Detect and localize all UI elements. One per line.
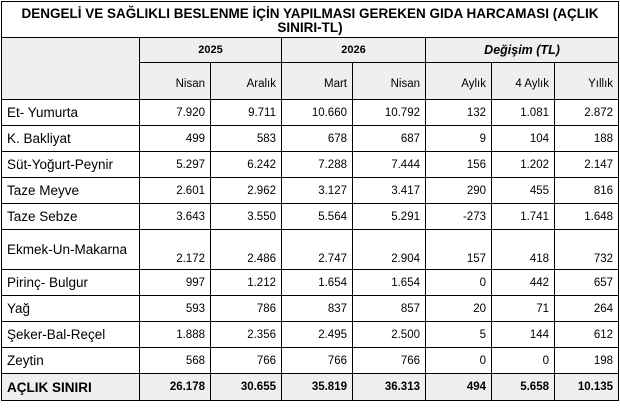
table-cell: 766 [353,348,426,374]
table-cell: 3.127 [282,178,353,204]
table-cell: 2.356 [211,322,282,348]
col-header-nisan-2025: Nisan [140,63,211,100]
row-label: Et- Yumurta [2,100,140,126]
table-cell: 2.601 [140,178,211,204]
row-label: Şeker-Bal-Reçel [2,322,140,348]
year-2026-header: 2026 [282,38,426,63]
table-cell: 3.550 [211,204,282,230]
table-cell: 156 [426,152,492,178]
food-expenditure-table [1,1,619,401]
table-cell: 264 [555,296,619,322]
table-cell: 132 [426,100,492,126]
row-label: Pirinç- Bulgur [2,270,140,296]
table-cell: 10.660 [282,100,353,126]
table-cell: 1.888 [140,322,211,348]
table-cell: 593 [140,296,211,322]
table-cell: 678 [282,126,353,152]
table-cell: 3.417 [353,178,426,204]
total-cell: 36.313 [353,374,426,401]
table-body [2,100,619,374]
table-cell: 2.872 [555,100,619,126]
table-cell: 9.711 [211,100,282,126]
table-cell: 1.202 [492,152,555,178]
table-cell: 71 [492,296,555,322]
table-cell: 2.495 [282,322,353,348]
table-cell: 20 [426,296,492,322]
table-cell: 612 [555,322,619,348]
total-cell: 26.178 [140,374,211,401]
table-cell: 1.648 [555,204,619,230]
row-label: Yağ [2,296,140,322]
total-cell: 30.655 [211,374,282,401]
table-cell: 786 [211,296,282,322]
table-row [2,152,619,178]
table-cell: 0 [426,348,492,374]
row-label: Zeytin [2,348,140,374]
table-cell: 837 [282,296,353,322]
col-header-aylik: Aylık [426,63,492,100]
table-cell: 442 [492,270,555,296]
table-cell: 7.920 [140,100,211,126]
table-cell: 2.147 [555,152,619,178]
change-header: Değişim (TL) [426,38,619,63]
total-cell: 10.135 [555,374,619,401]
table-row [2,230,619,270]
col-header-4-aylik: 4 Aylık [492,63,555,100]
table-title: DENGELİ VE SAĞLIKLI BESLENME İÇİN YAPILMASI GEREKEN GIDA HARCAMASI (AÇLIK SINIRI-TL) [2,2,619,38]
table-cell: 6.242 [211,152,282,178]
row-label: Ekmek-Un-Makarna [2,230,140,270]
header-empty-cell [2,38,140,100]
table-cell: 2.962 [211,178,282,204]
table-cell: 198 [555,348,619,374]
table-cell: 1.741 [492,204,555,230]
table-cell: 687 [353,126,426,152]
table-cell: 657 [555,270,619,296]
table-cell: 2.486 [211,230,282,270]
table-cell: 104 [492,126,555,152]
table-row [2,322,619,348]
col-header-yillik: Yıllık [555,63,619,100]
table-cell: 2.500 [353,322,426,348]
col-header-nisan-2026: Nisan [353,63,426,100]
table-cell: 2.747 [282,230,353,270]
table-row [2,126,619,152]
year-2025-header: 2025 [140,38,282,63]
table-cell: 997 [140,270,211,296]
table-row [2,296,619,322]
table-cell: 7.288 [282,152,353,178]
row-label: Taze Sebze [2,204,140,230]
table-cell: 5.291 [353,204,426,230]
col-header-mart-2026: Mart [282,63,353,100]
total-cell: 5.658 [492,374,555,401]
table-cell: 455 [492,178,555,204]
table-cell: 766 [282,348,353,374]
table-row [2,178,619,204]
table-cell: 1.081 [492,100,555,126]
table-cell: 7.444 [353,152,426,178]
table-row [2,270,619,296]
table-cell: 1.654 [353,270,426,296]
total-row-label: AÇLIK SINIRI [2,374,140,401]
table-row [2,348,619,374]
total-cell: 494 [426,374,492,401]
table-cell: -273 [426,204,492,230]
table-cell: 499 [140,126,211,152]
table-cell: 3.643 [140,204,211,230]
table-cell: 5 [426,322,492,348]
table-cell: 0 [492,348,555,374]
table-cell: 144 [492,322,555,348]
table-cell: 2.172 [140,230,211,270]
row-label: Süt-Yoğurt-Peynir [2,152,140,178]
row-label: Taze Meyve [2,178,140,204]
table-cell: 5.297 [140,152,211,178]
total-row [2,374,619,401]
table-cell: 5.564 [282,204,353,230]
table-cell: 188 [555,126,619,152]
table-cell: 583 [211,126,282,152]
table-cell: 9 [426,126,492,152]
total-cell: 35.819 [282,374,353,401]
col-header-aralik-2025: Aralık [211,63,282,100]
table-cell: 816 [555,178,619,204]
table-cell: 157 [426,230,492,270]
table-cell: 568 [140,348,211,374]
table-cell: 732 [555,230,619,270]
table-cell: 766 [211,348,282,374]
row-label: K. Bakliyat [2,126,140,152]
table-cell: 418 [492,230,555,270]
food-expenditure-table-container [1,1,618,401]
table-row [2,100,619,126]
table-cell: 0 [426,270,492,296]
table-cell: 290 [426,178,492,204]
table-cell: 2.904 [353,230,426,270]
table-cell: 10.792 [353,100,426,126]
table-cell: 1.654 [282,270,353,296]
table-cell: 1.212 [211,270,282,296]
table-cell: 857 [353,296,426,322]
table-row [2,204,619,230]
